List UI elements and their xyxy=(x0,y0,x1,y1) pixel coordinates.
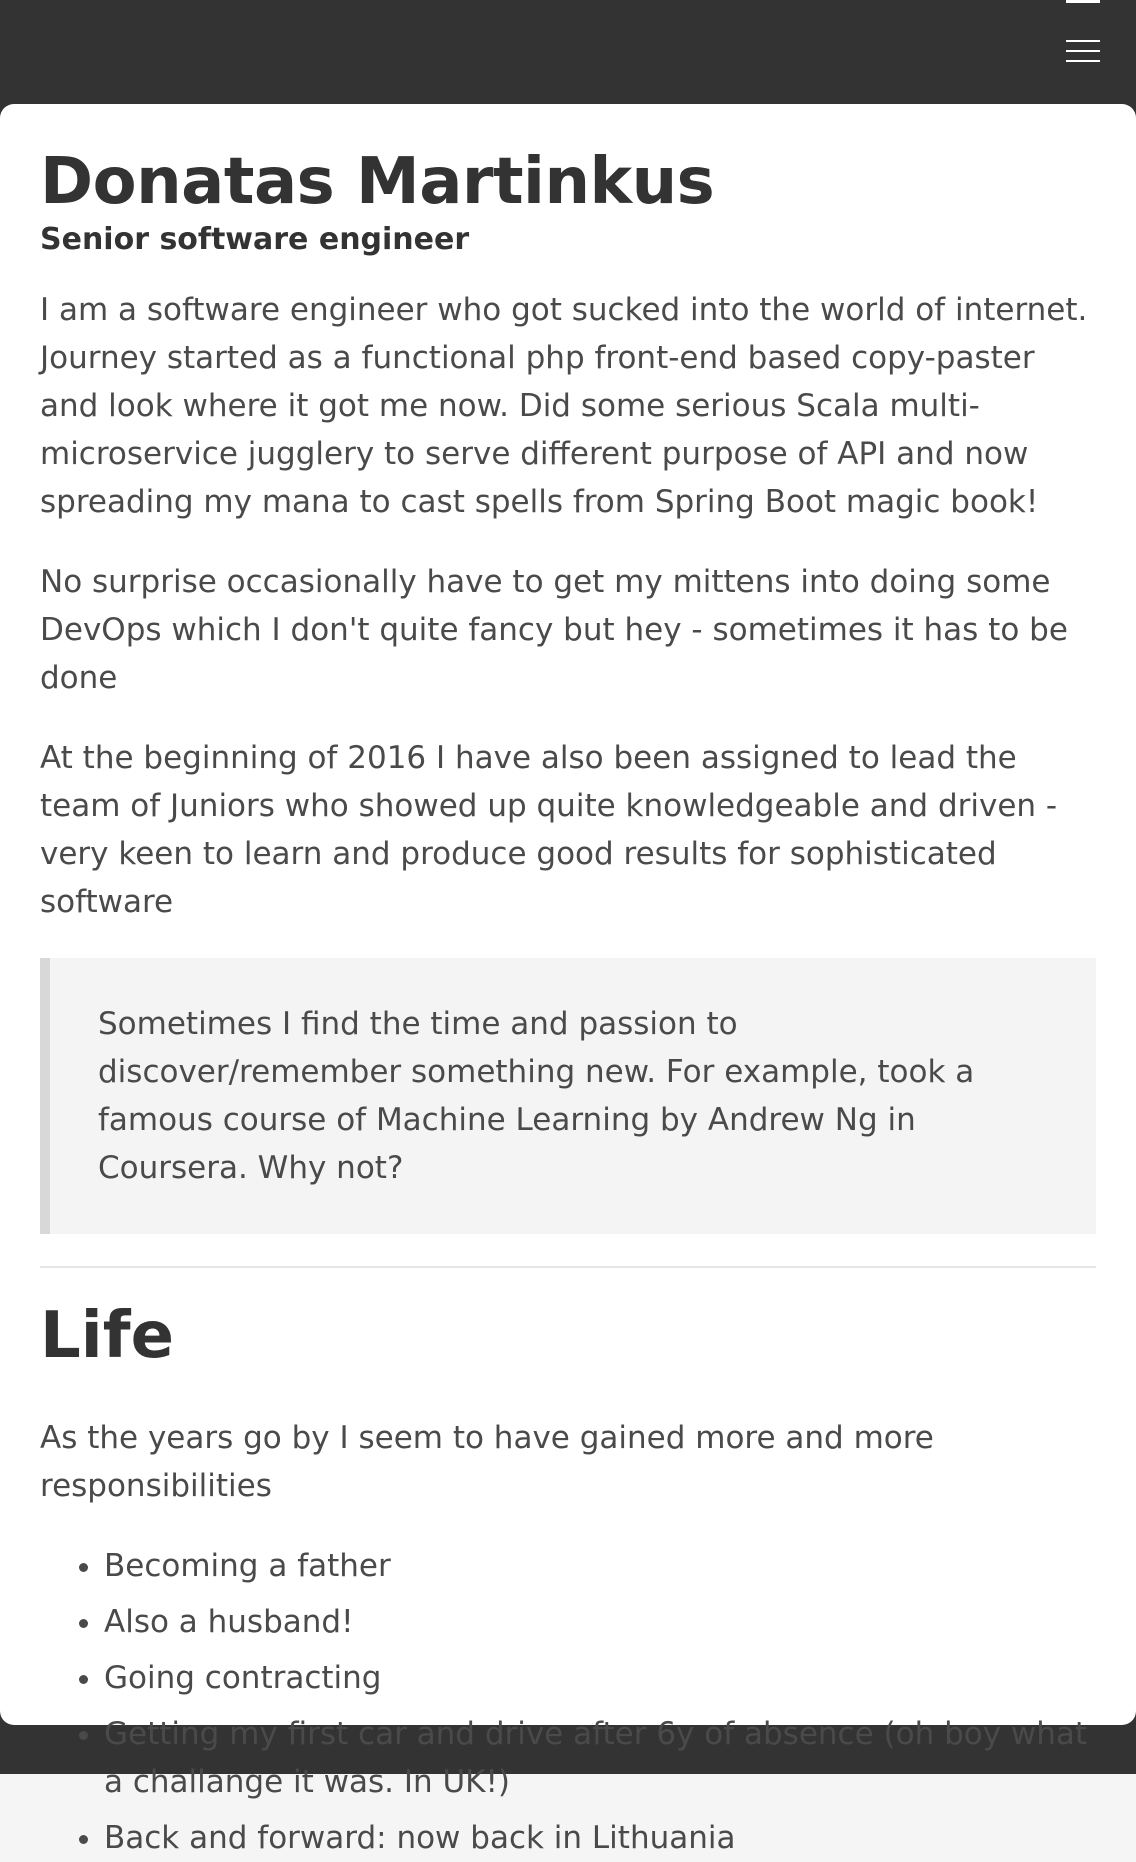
list-item: • Also a husband! xyxy=(104,1598,1096,1646)
life-intro: As the years go by I seem to have gained more and more responsibilities xyxy=(40,1420,934,1504)
about-paragraph: At the beginning of 2016 I have also been assigned to lead the team of Juniors who showed up quite knowledgeable and driven - very keen to learn and produce good results for sophisticated software xyxy=(40,740,1058,920)
list-item: • Getting my first car and drive after 6y of absence (oh boy what a challange it was. In UK!) xyxy=(104,1710,1096,1806)
top-edge-mark xyxy=(1066,0,1100,3)
profile-title: Senior software engineer xyxy=(40,222,470,257)
section-divider xyxy=(40,1266,1096,1268)
life-list xyxy=(40,1542,1096,1862)
list-item: • Going contracting xyxy=(104,1654,1096,1702)
hamburger-menu-icon[interactable] xyxy=(1066,38,1100,64)
about-quote: Sometimes I find the time and passion to discover/remember something new. For example, took a famous course of Machine Learning by Andrew Ng in Coursera. Why not? xyxy=(40,958,1096,1234)
menu-line xyxy=(1066,60,1100,62)
list-item: • Becoming a father xyxy=(104,1542,1096,1590)
profile-name: Donatas Martinkus xyxy=(40,145,715,219)
top-navbar xyxy=(0,0,1136,120)
menu-line xyxy=(1066,40,1100,42)
menu-line xyxy=(1066,50,1100,52)
content-card xyxy=(0,104,1136,1856)
about-paragraph: No surprise occasionally have to get my mittens into doing some DevOps which I don't quite fancy but hey - sometimes it has to be done xyxy=(40,564,1068,696)
list-item: • Back and forward: now back in Lithuania xyxy=(104,1814,1096,1862)
life-heading: Life xyxy=(40,1299,174,1373)
about-paragraph: I am a software engineer who got sucked into the world of internet. Journey started as a functional php front-end based copy-paster and look where it got me now. Did some serious Scala multi-microservice jugglery to serve different purpose of API and now spreading my mana to cast spells from Spring Boot magic book! xyxy=(40,292,1088,520)
